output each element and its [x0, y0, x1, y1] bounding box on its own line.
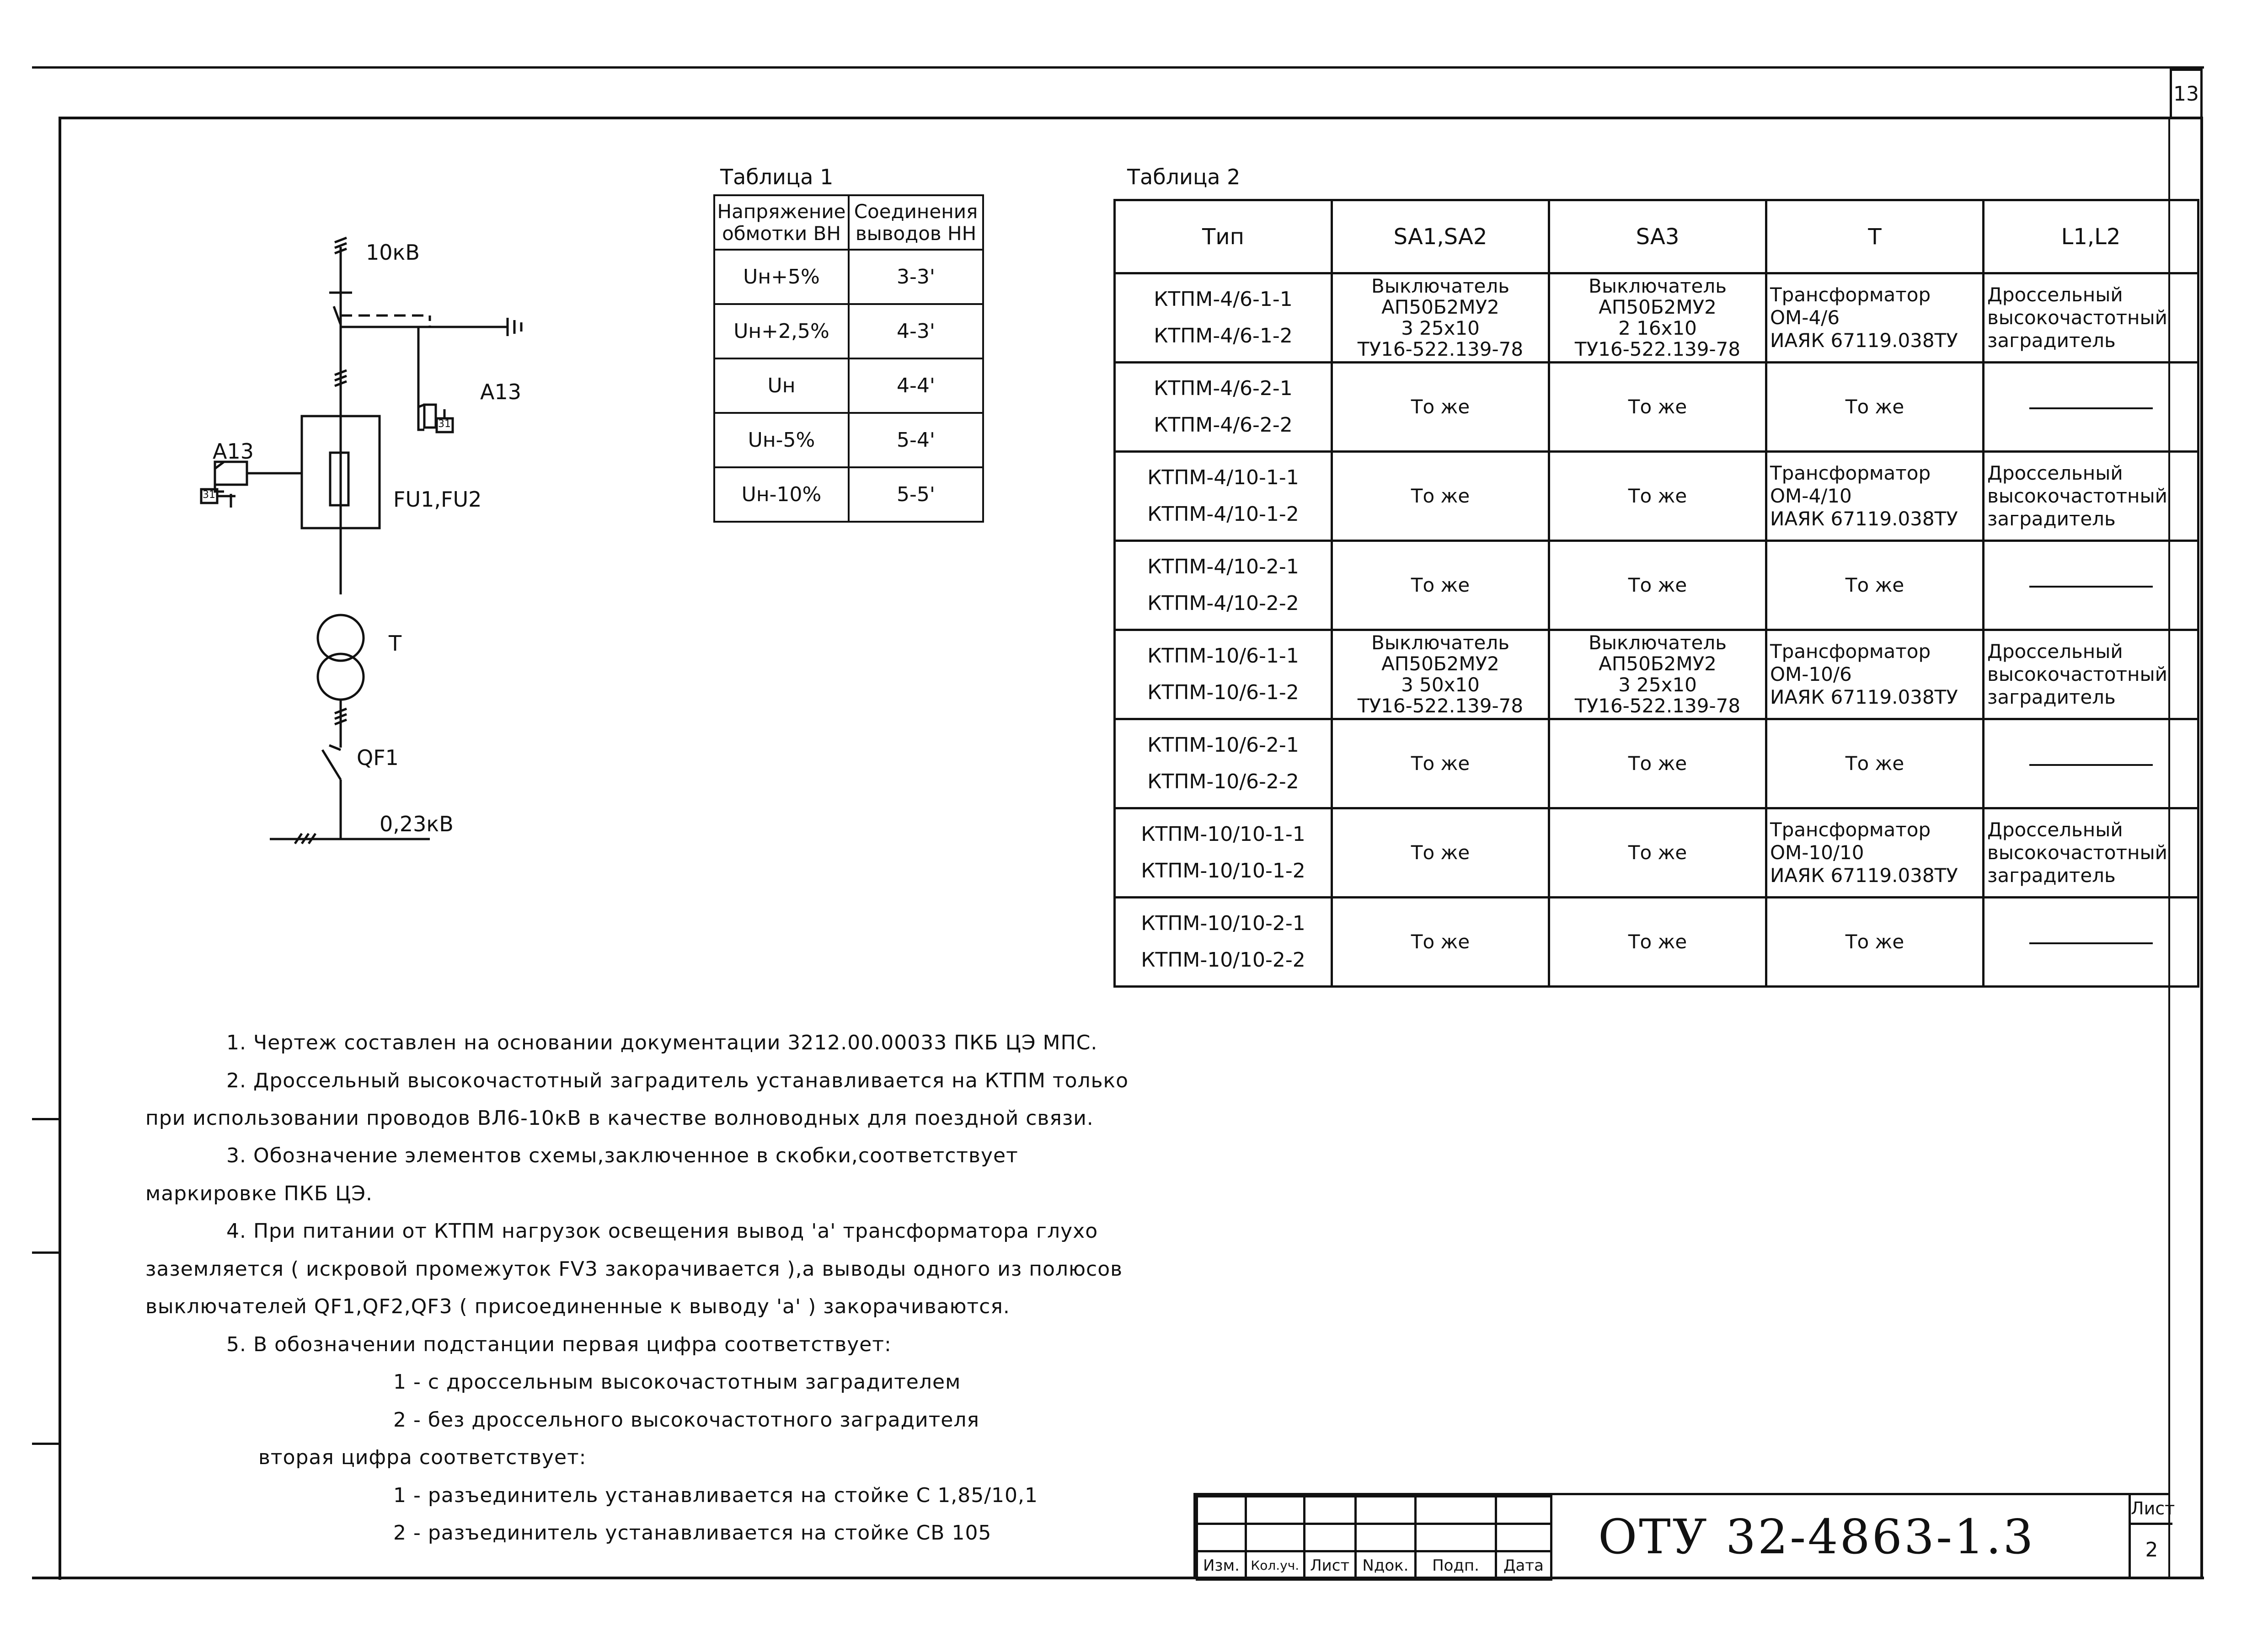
- label-hv: 10кВ: [366, 240, 420, 265]
- sa12-cell-line: Выключатель: [1371, 275, 1509, 297]
- choke-cell: [1984, 541, 2198, 630]
- choke-cell-line: Дроссельный: [1987, 818, 2123, 841]
- sa12-cell-line: То же: [1411, 396, 1470, 418]
- choke-cell: [1984, 719, 2198, 808]
- sa3-cell-line: Выключатель: [1589, 275, 1727, 297]
- stamp-col-izm: Изм.: [1197, 1551, 1246, 1580]
- transformer-cell: [1766, 541, 1984, 630]
- table-row: [1115, 541, 2198, 630]
- table1-header-connections: Соединения выводов НН: [849, 195, 983, 250]
- type-cell-line: КТПМ-10/6-2-2: [1147, 770, 1299, 793]
- note-4-cont1: заземляется ( искровой промежуток FV3 закорачивается ),а выводы одного из полюсов: [145, 1257, 1123, 1281]
- type-cell-line: КТПМ-4/6-1-2: [1154, 324, 1293, 348]
- choke-cell-line: Дроссельный: [1987, 462, 2123, 484]
- choke-cell: [1984, 808, 2198, 898]
- type-cell-line: КТПМ-10/10-1-2: [1141, 859, 1305, 882]
- type-cell-line: КТПМ-4/10-2-1: [1147, 555, 1299, 578]
- table1-cell: 5-4': [849, 413, 983, 467]
- choke-cell: [1984, 452, 2198, 541]
- sa3-cell: [1549, 719, 1766, 808]
- label-31-right: 31: [438, 418, 451, 430]
- table2-header-t: T: [1766, 200, 1984, 273]
- type-cell-line: КТПМ-4/6-2-1: [1154, 377, 1293, 400]
- frame-right: [2200, 117, 2203, 1579]
- sa12-cell-line: Выключатель: [1371, 631, 1509, 654]
- type-cell-line: КТПМ-10/6-1-1: [1147, 644, 1299, 668]
- type-cell: [1115, 273, 1332, 363]
- sa12-cell-line: То же: [1411, 574, 1470, 596]
- sa3-cell-line: То же: [1628, 396, 1687, 418]
- choke-cell: [1984, 898, 2198, 987]
- transformer-cell-line: То же: [1845, 752, 1904, 775]
- type-cell-line: КТПМ-10/6-2-1: [1147, 733, 1299, 757]
- sa12-cell-line: ТУ16-522.139-78: [1357, 338, 1524, 360]
- table-row: [714, 413, 983, 467]
- transformer-cell: [1766, 898, 1984, 987]
- note-5: 5. В обозначении подстанции первая цифра соответствует:: [226, 1333, 892, 1356]
- label-lv: 0,23кВ: [380, 812, 454, 836]
- choke-cell-line: заградитель: [1987, 864, 2116, 887]
- type-cell: [1115, 541, 1332, 630]
- table1-cell: Uн: [714, 358, 849, 413]
- sa3-cell-line: 2 16х10: [1618, 317, 1697, 339]
- table2-header-type: Тип: [1115, 200, 1332, 273]
- type-cell-line: КТПМ-4/10-2-2: [1147, 592, 1299, 615]
- table-row: [1115, 808, 2198, 898]
- sa3-cell-line: То же: [1628, 574, 1687, 596]
- sheet-number: 13: [2173, 82, 2199, 106]
- transformer-cell-line: То же: [1845, 396, 1904, 418]
- choke-cell: [1984, 273, 2198, 363]
- sa3-cell: [1549, 452, 1766, 541]
- sa12-cell-line: ТУ16-522.139-78: [1357, 695, 1524, 717]
- sa12-cell-line: АП50Б2МУ2: [1381, 652, 1499, 675]
- table-row: [714, 250, 983, 304]
- dash-line: [2029, 407, 2153, 409]
- sa12-cell: [1332, 808, 1549, 898]
- margin-tick-3: [32, 1443, 61, 1445]
- sa12-cell-line: То же: [1411, 930, 1470, 953]
- stamp-grid: [1196, 1495, 1552, 1581]
- sa3-cell: [1549, 273, 1766, 363]
- table2-header-sa3: SA3: [1549, 200, 1766, 273]
- transformer-cell: [1766, 452, 1984, 541]
- transformer-cell-line: ИАЯК 67119.038ТУ: [1770, 686, 1958, 708]
- sa3-cell-line: ТУ16-522.139-78: [1574, 338, 1741, 360]
- sa3-cell-line: То же: [1628, 841, 1687, 864]
- transformer-cell-line: ИАЯК 67119.038ТУ: [1770, 329, 1958, 352]
- type-cell-line: КТПМ-10/10-2-2: [1141, 948, 1305, 972]
- table-row: [714, 304, 983, 358]
- sa12-cell-line: 3 50х10: [1401, 674, 1480, 696]
- choke-cell-line: Дроссельный: [1987, 640, 2123, 663]
- transformer-cell-line: ОМ-4/6: [1770, 306, 1840, 329]
- electrical-scheme: [174, 219, 585, 882]
- top-trim-line: [32, 66, 2204, 69]
- type-cell-line: КТПМ-4/10-1-2: [1147, 503, 1299, 526]
- sa12-cell: [1332, 898, 1549, 987]
- transformer-cell: [1766, 273, 1984, 363]
- sa12-cell: [1332, 452, 1549, 541]
- label-a13-left: А13: [213, 439, 254, 464]
- sa3-cell-line: 3 25х10: [1618, 674, 1697, 696]
- type-cell-line: КТПМ-10/10-1-1: [1141, 823, 1305, 846]
- label-fu: FU1,FU2: [393, 487, 482, 512]
- transformer-cell-line: Трансформатор: [1770, 640, 1931, 663]
- note-5-item3: 1 - разъединитель устанавливается на стойке С 1,85/10,1: [393, 1484, 1038, 1507]
- note-5-item4: 2 - разъединитель устанавливается на стойке СВ 105: [393, 1521, 992, 1545]
- sa3-cell-line: ТУ16-522.139-78: [1574, 695, 1741, 717]
- type-cell-line: КТПМ-4/10-1-1: [1147, 466, 1299, 489]
- note-2-cont: при использовании проводов ВЛ6-10кВ в качестве волноводных для поездной связи.: [145, 1107, 1094, 1130]
- transformer-cell-line: ОМ-10/6: [1770, 663, 1852, 685]
- sa12-cell: [1332, 363, 1549, 452]
- sa3-cell-line: АП50Б2МУ2: [1599, 652, 1717, 675]
- transformer-cell: [1766, 630, 1984, 719]
- choke-cell-line: высокочастотный: [1987, 663, 2167, 685]
- table1: [713, 194, 984, 523]
- sa3-cell: [1549, 808, 1766, 898]
- table-row: [1115, 898, 2198, 987]
- table1-cell: Uн+2,5%: [714, 304, 849, 358]
- sa3-cell: [1549, 541, 1766, 630]
- stamp-col-kolush: Кол.уч.: [1246, 1551, 1304, 1580]
- margin-tick-2: [32, 1251, 61, 1254]
- choke-cell-line: заградитель: [1987, 329, 2116, 352]
- choke-cell-line: заградитель: [1987, 508, 2116, 530]
- type-cell: [1115, 719, 1332, 808]
- table2-header-sa12: SA1,SA2: [1332, 200, 1549, 273]
- choke-cell: [1984, 363, 2198, 452]
- type-cell: [1115, 808, 1332, 898]
- transformer-cell-line: Трансформатор: [1770, 283, 1931, 306]
- type-cell-line: КТПМ-10/10-2-1: [1141, 912, 1305, 935]
- note-5-item1: 1 - с дроссельным высокочастотным заградителем: [393, 1370, 961, 1394]
- type-cell-line: КТПМ-4/6-1-1: [1154, 288, 1293, 311]
- stamp-col-data: Дата: [1496, 1551, 1551, 1580]
- choke-cell-line: Дроссельный: [1987, 283, 2123, 306]
- transformer-cell: [1766, 808, 1984, 898]
- sa3-cell: [1549, 898, 1766, 987]
- label-a13-right: А13: [480, 380, 522, 404]
- sa12-cell-line: АП50Б2МУ2: [1381, 296, 1499, 318]
- sheet-number-box: [2170, 69, 2203, 117]
- sa3-cell: [1549, 363, 1766, 452]
- note-1: 1. Чертеж составлен на основании документации 3212.00.00033 ПКБ ЦЭ МПС.: [226, 1031, 1098, 1054]
- transformer-cell-line: ОМ-4/10: [1770, 485, 1852, 507]
- choke-cell-line: высокочастотный: [1987, 306, 2167, 329]
- note-5-second: вторая цифра соответствует:: [258, 1446, 587, 1469]
- table1-cell: Uн-10%: [714, 467, 849, 522]
- table2-body: [1115, 273, 2198, 987]
- type-cell-line: КТПМ-10/6-1-2: [1147, 681, 1299, 704]
- stamp-col-podp: Подп.: [1416, 1551, 1496, 1580]
- table2-header-l12: L1,L2: [1984, 200, 2198, 273]
- table-row: [1115, 630, 2198, 719]
- type-cell: [1115, 363, 1332, 452]
- label-t: Т: [389, 631, 402, 656]
- table-row: [1115, 273, 2198, 363]
- table1-cell: 4-3': [849, 304, 983, 358]
- sa12-cell-line: То же: [1411, 841, 1470, 864]
- table2: [1113, 199, 2199, 988]
- table1-cell: Uн-5%: [714, 413, 849, 467]
- note-4-cont2: выключателей QF1,QF2,QF3 ( присоединенные к выводу 'а' ) закорачиваются.: [145, 1295, 1010, 1318]
- stamp-col-list: Лист: [1304, 1551, 1355, 1580]
- sheet-label: Лист: [2131, 1495, 2172, 1525]
- label-31-left: 31: [203, 489, 215, 501]
- table-row: [1115, 452, 2198, 541]
- transformer-cell-line: ИАЯК 67119.038ТУ: [1770, 864, 1958, 887]
- transformer-cell: [1766, 363, 1984, 452]
- document-designation: ОТУ 32-4863-1.3: [1598, 1509, 2035, 1565]
- sa3-cell: [1549, 630, 1766, 719]
- choke-cell-line: заградитель: [1987, 686, 2116, 708]
- transformer-cell-line: То же: [1845, 930, 1904, 953]
- sa3-cell-line: Выключатель: [1589, 631, 1727, 654]
- note-3: 3. Обозначение элементов схемы,заключенное в скобки,соответствует: [226, 1144, 1018, 1167]
- table1-cell: 3-3': [849, 250, 983, 304]
- transformer-cell-line: Трансформатор: [1770, 462, 1931, 484]
- sa3-cell-line: АП50Б2МУ2: [1599, 296, 1717, 318]
- choke-cell-line: высокочастотный: [1987, 841, 2167, 864]
- sheet-value: 2: [2145, 1538, 2158, 1561]
- dash-line: [2029, 764, 2153, 766]
- sa12-cell: [1332, 630, 1549, 719]
- sa3-cell-line: То же: [1628, 752, 1687, 775]
- type-cell-line: КТПМ-4/6-2-2: [1154, 413, 1293, 437]
- table1-cell: 5-5': [849, 467, 983, 522]
- sa3-cell-line: То же: [1628, 930, 1687, 953]
- table2-caption: Таблица 2: [1127, 165, 1241, 189]
- frame-top: [59, 117, 2203, 119]
- note-5-item2: 2 - без дроссельного высокочастотного заградителя: [393, 1408, 979, 1432]
- sa12-cell-line: То же: [1411, 752, 1470, 775]
- transformer-cell: [1766, 719, 1984, 808]
- choke-cell-line: высокочастотный: [1987, 485, 2167, 507]
- table-row: [1115, 363, 2198, 452]
- sa12-cell: [1332, 273, 1549, 363]
- transformer-cell-line: Трансформатор: [1770, 818, 1931, 841]
- table1-caption: Таблица 1: [720, 165, 834, 189]
- transformer-cell-line: То же: [1845, 574, 1904, 596]
- sa3-cell-line: То же: [1628, 485, 1687, 507]
- note-2: 2. Дроссельный высокочастотный заградитель устанавливается на КТПМ только: [226, 1069, 1129, 1092]
- table1-header-voltage: Напряжение обмотки ВН: [714, 195, 849, 250]
- transformer-cell-line: ОМ-10/10: [1770, 841, 1864, 864]
- table-row: [1115, 719, 2198, 808]
- sheet-cell: [2129, 1495, 2175, 1578]
- type-cell: [1115, 898, 1332, 987]
- dash-line: [2029, 586, 2153, 588]
- table-row: [714, 358, 983, 413]
- table-row: [714, 467, 983, 522]
- sa12-cell: [1332, 541, 1549, 630]
- title-block: [1193, 1493, 2175, 1578]
- table1-cell: 4-4': [849, 358, 983, 413]
- dash-line: [2029, 942, 2153, 944]
- sa12-cell-line: То же: [1411, 485, 1470, 507]
- note-4: 4. При питании от КТПМ нагрузок освещения вывод 'а' трансформатора глухо: [226, 1219, 1098, 1243]
- note-3-cont: маркировке ПКБ ЦЭ.: [145, 1182, 373, 1205]
- frame-left: [59, 117, 61, 1580]
- sa12-cell: [1332, 719, 1549, 808]
- choke-cell: [1984, 630, 2198, 719]
- stamp-col-ndok: Nдок.: [1355, 1551, 1415, 1580]
- type-cell: [1115, 630, 1332, 719]
- type-cell: [1115, 452, 1332, 541]
- label-qf: QF1: [357, 745, 399, 770]
- sa12-cell-line: 3 25х10: [1401, 317, 1480, 339]
- table1-cell: Uн+5%: [714, 250, 849, 304]
- transformer-cell-line: ИАЯК 67119.038ТУ: [1770, 508, 1958, 530]
- margin-tick-1: [32, 1118, 61, 1120]
